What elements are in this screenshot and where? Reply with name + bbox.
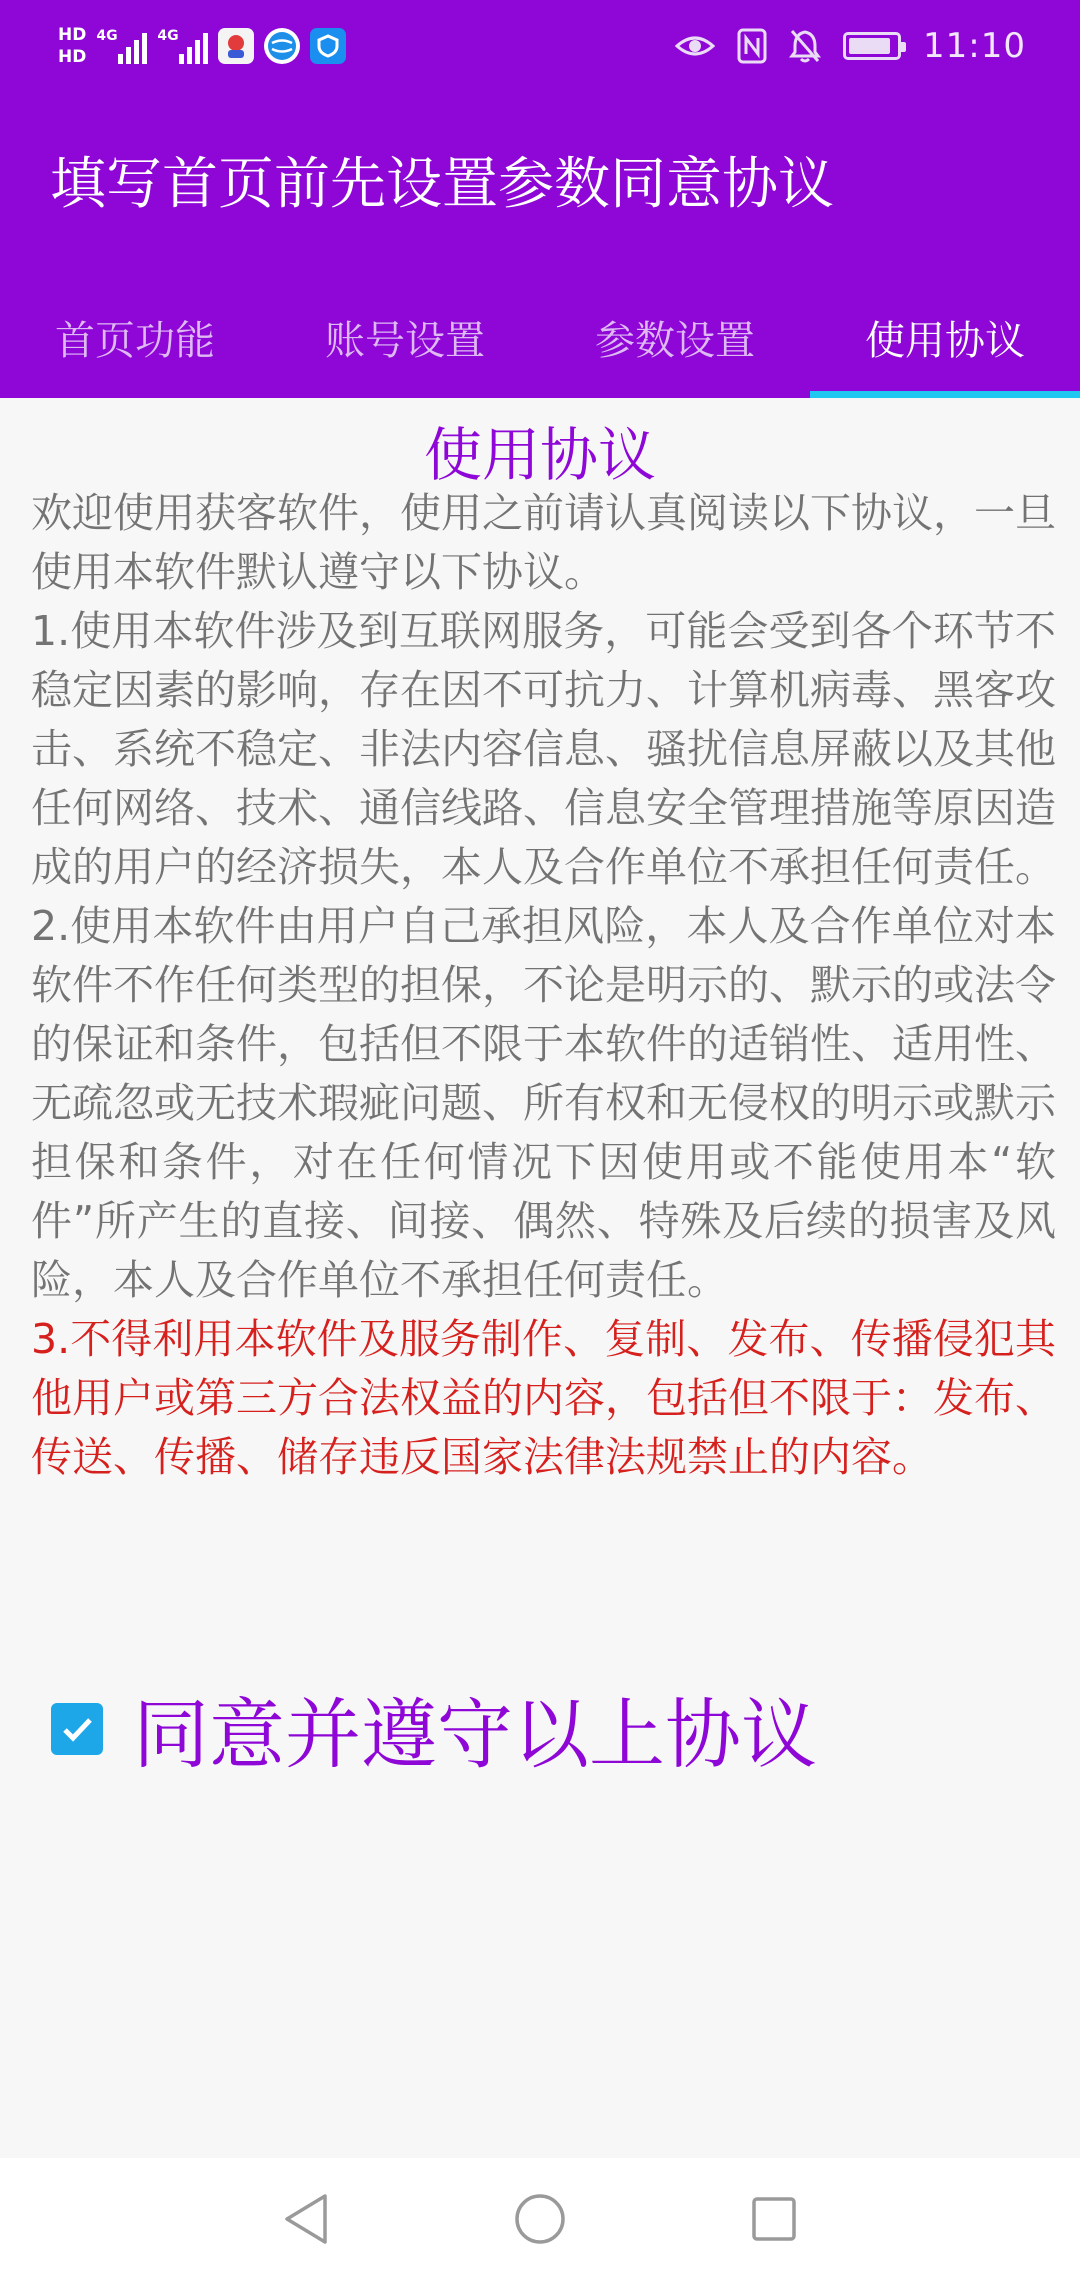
app-title: 填写首页前先设置参数同意协议 — [50, 152, 834, 217]
home-icon — [513, 2192, 567, 2246]
signal-2-icon — [157, 28, 208, 64]
tab-active-indicator — [810, 391, 1080, 398]
tab-home-functions[interactable] — [0, 288, 270, 398]
agree-checkbox[interactable] — [51, 1703, 103, 1755]
mute-icon — [789, 28, 821, 64]
nfc-icon — [737, 28, 767, 64]
recents-icon — [750, 2195, 798, 2243]
status-left — [58, 14, 346, 78]
hd-indicator — [58, 24, 86, 68]
recents-button[interactable] — [742, 2187, 806, 2251]
agree-label[interactable]: 同意并遵守以上协议 — [133, 1690, 817, 1779]
tab-usage-agreement[interactable] — [810, 288, 1080, 398]
tab-label: 账号设置 — [325, 317, 485, 364]
browser-icon — [264, 28, 300, 64]
app-bar — [0, 0, 1080, 398]
agreement-clause-2: 2.使用本软件由用户自己承担风险，本人及合作单位对本软件不作任何类型的担保，不论是明示的、默示的或法令的保证和条件，包括但不限于本软件的适销性、适用性、无疏忽或无技术瑕疵问题、所有权和无侵权的明示或默示担保和条件，对在任何情况下因使用或不能使用本“软件”所产生的直接、间接、偶然、特殊及后续的损害及风险，本人及合作单位不承担任何责任。 — [31, 902, 1056, 1304]
shield-app-icon — [310, 28, 346, 64]
home-button[interactable] — [508, 2187, 572, 2251]
signal-1-label: 4G — [96, 28, 118, 44]
check-icon — [57, 1709, 97, 1749]
back-icon — [281, 2192, 331, 2246]
tab-label: 使用协议 — [865, 317, 1025, 364]
battery-icon — [843, 32, 901, 60]
signal-2-label: 4G — [157, 28, 179, 44]
tab-parameter-settings[interactable] — [540, 288, 810, 398]
agreement-intro: 欢迎使用获客软件，使用之前请认真阅读以下协议，一旦使用本软件默认遵守以下协议。 — [31, 489, 1056, 596]
agreement-heading: 使用协议 — [423, 421, 656, 489]
status-right — [675, 14, 1026, 78]
back-button[interactable] — [274, 2187, 338, 2251]
system-nav-bar — [0, 2158, 1080, 2280]
tab-account-settings[interactable] — [270, 288, 540, 398]
agreement-clause-3: 3.不得利用本软件及服务制作、复制、发布、传播侵犯其他用户或第三方合法权益的内容，包括但不限于：发布、传送、传播、储存违反国家法律法规禁止的内容。 — [31, 1315, 1056, 1481]
signal-1-icon — [96, 28, 147, 64]
hd-label-1: HD — [58, 25, 87, 45]
battery-level — [849, 38, 890, 54]
tab-bar — [0, 288, 1080, 398]
agreement-content[interactable] — [0, 398, 1080, 2158]
tab-label: 参数设置 — [595, 317, 755, 364]
agreement-clause-1: 1.使用本软件涉及到互联网服务，可能会受到各个环节不稳定因素的影响，存在因不可抗力、计算机病毒、黑客攻击、系统不稳定、非法内容信息、骚扰信息屏蔽以及其他任何网络、技术、通信线路、信息安全管理措施等原因造成的用户的经济损失，本人及合作单位不承担任何责任。 — [31, 607, 1056, 891]
status-time: 11:10 — [923, 26, 1026, 66]
eye-icon — [675, 32, 715, 60]
notification-app-icon — [218, 28, 254, 64]
status-bar — [0, 0, 1080, 92]
agreement-body — [31, 484, 1056, 1487]
tab-label: 首页功能 — [55, 317, 215, 364]
agree-checkbox-row[interactable] — [51, 1674, 817, 1783]
hd-label-2: HD — [58, 47, 87, 67]
